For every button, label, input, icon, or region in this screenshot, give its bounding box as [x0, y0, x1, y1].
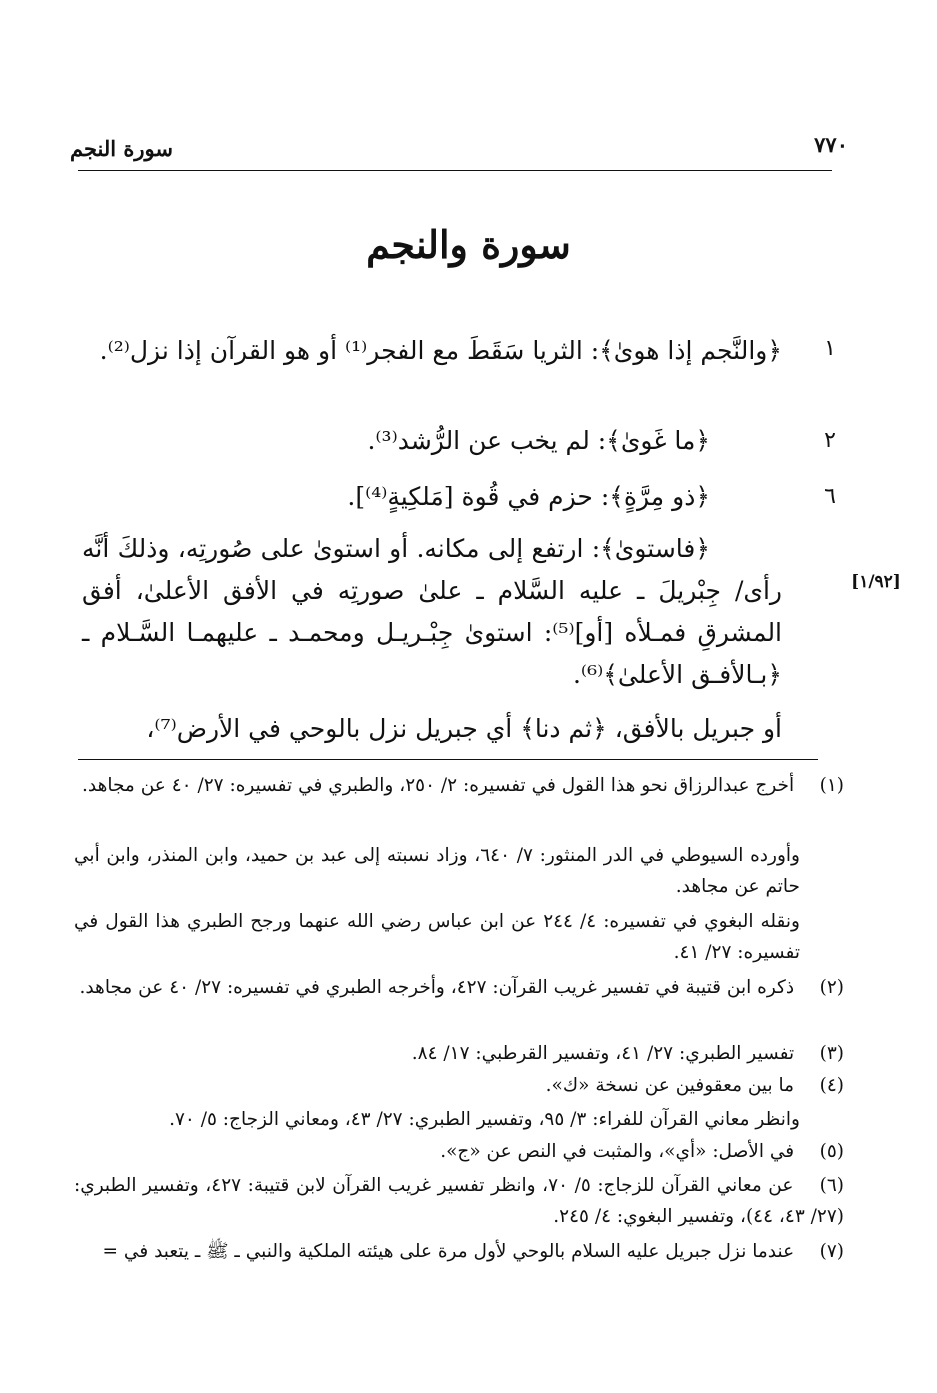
verse-commentary: ﴿فاستوىٰ﴾: ارتفع إلى مكانه. أو استوىٰ على صُورتِه، وذلكَ أنَّه رأى/ جِبْريلَ ـ عليه السَّلام ـ علىٰ صورتِه في الأفق الأعلىٰ، أفق المشرقِ فمـلأه [أو]⁽⁵⁾: استوىٰ جِبْـريـل ومحمـد ـ عليهمـا السَّـلام ـ ﴿بـالأفـق الأعلىٰ﴾⁽⁶⁾. [82, 534, 783, 689]
footnote-number: (٢) [819, 977, 844, 998]
header-rule [78, 170, 832, 171]
footnote-text: وأورده السيوطي في الدر المنثور: ٧/ ٦٤٠، وزاد نسبته إلى عبد بن حميد، وابن المنذر، وابن أبي حاتم عن مجاهد. [74, 845, 800, 897]
footnote-text: وانظر معاني القرآن للفراء: ٣/ ٩٥، وتفسير الطبري: ٢٧/ ٤٣، ومعاني الزجاج: ٥/ ٧٠. [169, 1109, 800, 1130]
manuscript-folio-ref: [١/٩٢] [851, 572, 901, 592]
sura-title: سورة والنجم [366, 222, 571, 267]
footnote [74, 770, 844, 801]
verse-commentary: ﴿ما غَوىٰ﴾: لم يخب عن الرُّشد⁽³⁾. [367, 426, 710, 455]
verse-number: ٦ [824, 484, 836, 509]
footnote-text: عندما نزل جبريل عليه السلام بالوحي لأول مرة على هيئته الملكية والنبي ـ ﷺ ـ يتعبد في = [102, 1241, 795, 1262]
footnote-number: (٦) [819, 1175, 844, 1196]
verse-commentary: ﴿ذو مِرَّةٍ﴾: حزم في قُوة [مَلكِيةٍ⁽⁴⁾]. [347, 482, 710, 511]
footnote-text: أخرج عبدالرزاق نحو هذا القول في تفسيره: ٢/ ٢٥٠، والطبري في تفسيره: ٢٧/ ٤٠ عن مجاهد. [81, 775, 795, 796]
footnote [74, 1070, 844, 1101]
footnote-text: ونقله البغوي في تفسيره: ٤/ ٢٤٤ عن ابن عباس رضي الله عنهما ورجح الطبري هذا القول في تفسيره: ٢٧/ ٤١. [74, 911, 800, 963]
footnote-rule [78, 759, 818, 760]
footnote-number: (٥) [819, 1141, 844, 1162]
footnote-number: (٧) [819, 1241, 844, 1262]
footnote-text: تفسير الطبري: ٢٧/ ٤١، وتفسير القرطبي: ١٧/ ٨٤. [411, 1043, 795, 1064]
footnote-text: في الأصل: «أي»، والمثبت في النص عن «ج». [440, 1141, 795, 1162]
verse-number: ١ [824, 336, 836, 361]
footnote-number: (٤) [819, 1075, 844, 1096]
footnote-number: (١) [819, 775, 844, 796]
footnote-text: عن معاني القرآن للزجاج: ٥/ ٧٠، وانظر تفسير غريب القرآن لابن قتيبة: ٤٢٧، وتفسير الطبري: (٢٧/ ٤٣، ٤٤)، وتفسير البغوي: ٤/ ٢٤٥. [74, 1175, 844, 1227]
footnote [74, 1170, 844, 1232]
footnote-text: ذكره ابن قتيبة في تفسير غريب القرآن: ٤٢٧، وأخرجه الطبري في تفسيره: ٢٧/ ٤٠ عن مجاهد. [79, 977, 795, 998]
footnote-text: ما بين معقوفين عن نسخة «ك». [545, 1075, 795, 1096]
page-number: ٧٧٠ [814, 132, 848, 157]
footnote [74, 1038, 844, 1069]
footnote-number: (٣) [819, 1043, 844, 1064]
footnote [74, 1236, 844, 1267]
footnote [74, 1136, 844, 1167]
running-title: سورة النجم [70, 136, 174, 161]
verse-commentary: ﴿والنَّجم إذا هوىٰ﴾: الثريا سَقَطَ مع الفجر⁽¹⁾ أو هو القرآن إذا نزل⁽²⁾. [99, 336, 782, 365]
footnote [74, 972, 844, 1003]
verse-number: ٢ [824, 428, 836, 453]
continuation-line: أو جبريل بالأفق، ﴿ثم دنا﴾ أي جبريل نزل بالوحي في الأرض⁽⁷⁾، [146, 714, 782, 743]
